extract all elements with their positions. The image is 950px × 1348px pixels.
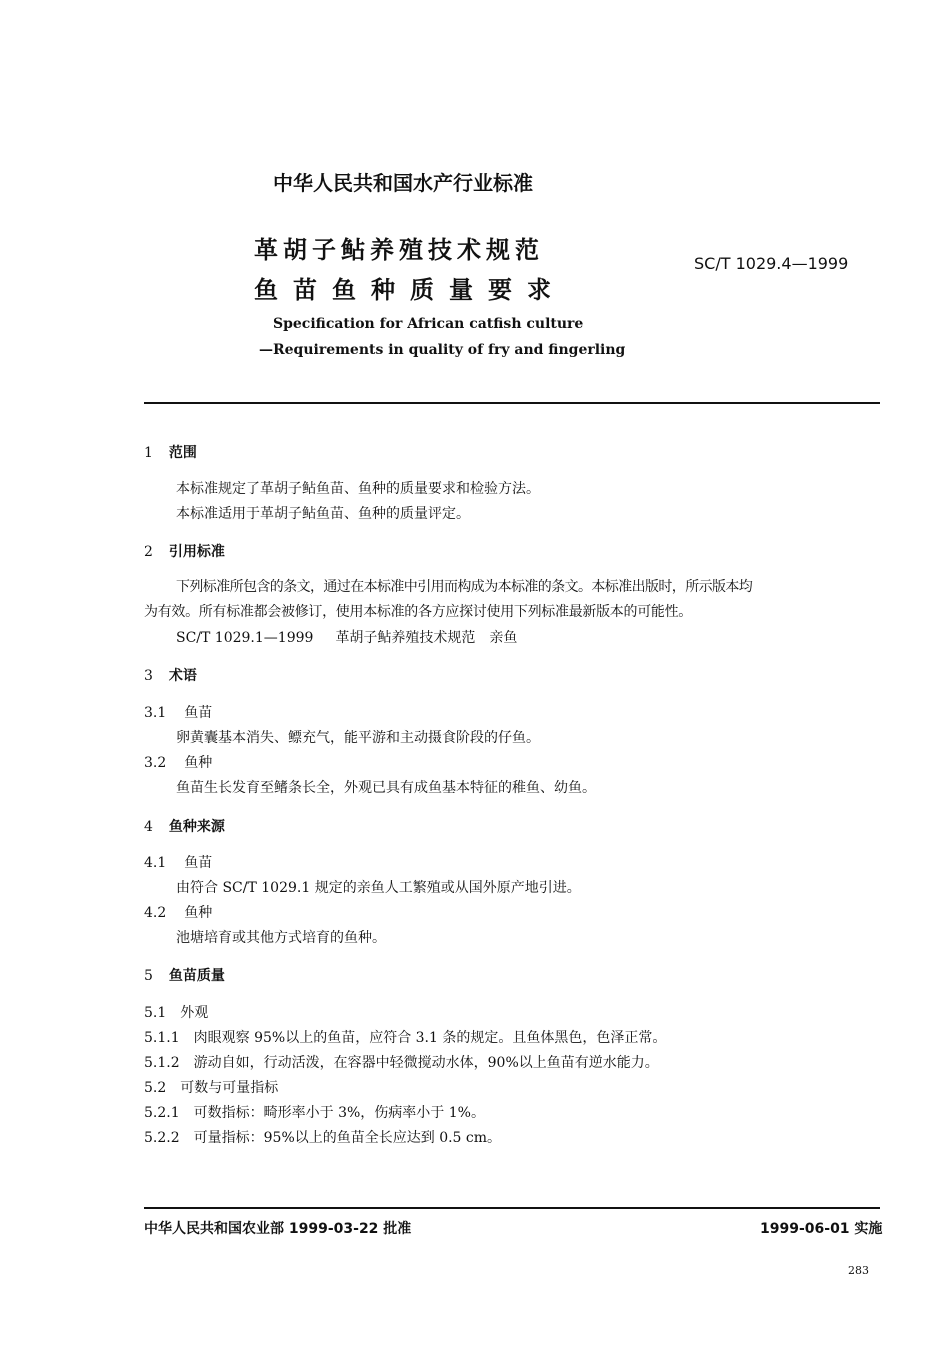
- clause-name: 鱼苗: [184, 855, 213, 871]
- section-title: 术语: [168, 668, 197, 684]
- clause-text: 外观: [180, 1005, 209, 1021]
- clause-5-1-1: [144, 1027, 666, 1047]
- clause-number: 3.1: [144, 705, 167, 721]
- clause-4-2: [144, 902, 212, 922]
- effective-date: 1999-06-01 实施: [760, 1221, 883, 1237]
- english-title-line-1: Specification for African catfish culture: [273, 316, 584, 332]
- industry-standard-heading: 中华人民共和国水产行业标准: [273, 171, 533, 195]
- clause-number: 5.2.2: [144, 1130, 180, 1146]
- clause-text: 可数与可量指标: [180, 1080, 279, 1096]
- section-2-heading: [144, 541, 225, 561]
- paragraph: 为有效。所有标准都会被修订，使用本标准的各方应探讨使用下列标准最新版本的可能性。: [144, 604, 692, 620]
- referenced-standard-code: SC/T 1029.1—1999: [176, 630, 314, 646]
- clause-number: 5.1.1: [144, 1030, 180, 1046]
- paragraph: 本标准适用于革胡子鲇鱼苗、鱼种的质量评定。: [176, 506, 470, 522]
- term-definition: 卵黄囊基本消失、鳔充气，能平游和主动摄食阶段的仔鱼。: [176, 730, 540, 746]
- standard-code: SC/T 1029.4—1999: [694, 254, 849, 273]
- section-number: 2: [144, 544, 153, 560]
- section-4-heading: [144, 816, 225, 836]
- clause-text: 池塘培育或其他方式培育的鱼种。: [176, 930, 386, 946]
- clause-5-1: [144, 1002, 208, 1022]
- term-3-1: [144, 702, 212, 722]
- document-title-line-1: 革胡子鲇养殖技术规范: [254, 236, 544, 264]
- section-title: 鱼苗质量: [168, 968, 225, 984]
- paragraph: 本标准规定了革胡子鲇鱼苗、鱼种的质量要求和检验方法。: [176, 481, 540, 497]
- section-3-heading: [144, 665, 197, 685]
- page-number: 283: [848, 1264, 869, 1277]
- referenced-standard-title: 革胡子鲇养殖技术规范 亲鱼: [335, 630, 518, 646]
- clause-number: 4.2: [144, 905, 167, 921]
- referenced-standard: [176, 627, 517, 647]
- clause-number: 5.2: [144, 1080, 167, 1096]
- clause-number: 3.2: [144, 755, 167, 771]
- clause-5-2: [144, 1077, 278, 1097]
- clause-5-2-2: [144, 1127, 501, 1147]
- approval-line: 中华人民共和国农业部 1999-03-22 批准: [144, 1221, 412, 1237]
- section-title: 鱼种来源: [168, 819, 225, 835]
- clause-name: 鱼种: [184, 905, 213, 921]
- section-title: 引用标准: [168, 544, 225, 560]
- term-3-2: [144, 752, 212, 772]
- term-definition: 鱼苗生长发育至鳍条长全，外观已具有成鱼基本特征的稚鱼、幼鱼。: [176, 780, 596, 796]
- document-title-line-2: 鱼苗鱼种质量要求: [254, 276, 566, 304]
- clause-text: 可数指标：畸形率小于 3%，伤病率小于 1%。: [193, 1105, 485, 1121]
- english-title-line-2: —Requirements in quality of fry and fingerling: [259, 342, 626, 358]
- term-name: 鱼苗: [184, 705, 213, 721]
- section-number: 4: [144, 819, 153, 835]
- clause-5-1-2: [144, 1052, 659, 1072]
- clause-4-1: [144, 852, 212, 872]
- section-number: 5: [144, 968, 153, 984]
- footer-divider: [144, 1207, 880, 1209]
- clause-text: 可量指标：95%以上的鱼苗全长应达到 0.5 cm。: [193, 1130, 502, 1146]
- clause-text: 肉眼观察 95%以上的鱼苗，应符合 3.1 条的规定。且鱼体黑色，色泽正常。: [193, 1030, 667, 1046]
- clause-number: 5.2.1: [144, 1105, 180, 1121]
- section-1-heading: [144, 442, 197, 462]
- clause-text: 由符合 SC/T 1029.1 规定的亲鱼人工繁殖或从国外原产地引进。: [176, 880, 581, 896]
- term-name: 鱼种: [184, 755, 213, 771]
- section-5-heading: [144, 965, 225, 985]
- header-divider: [144, 402, 880, 404]
- clause-text: 游动自如，行动活泼，在容器中轻微搅动水体，90%以上鱼苗有逆水能力。: [193, 1055, 659, 1071]
- clause-number: 4.1: [144, 855, 167, 871]
- clause-5-2-1: [144, 1102, 485, 1122]
- paragraph: 下列标准所包含的条文，通过在本标准中引用而构成为本标准的条文。本标准出版时，所示版本均: [176, 579, 753, 595]
- clause-number: 5.1: [144, 1005, 167, 1021]
- section-number: 3: [144, 668, 153, 684]
- section-number: 1: [144, 445, 153, 461]
- clause-number: 5.1.2: [144, 1055, 180, 1071]
- section-title: 范围: [168, 445, 197, 461]
